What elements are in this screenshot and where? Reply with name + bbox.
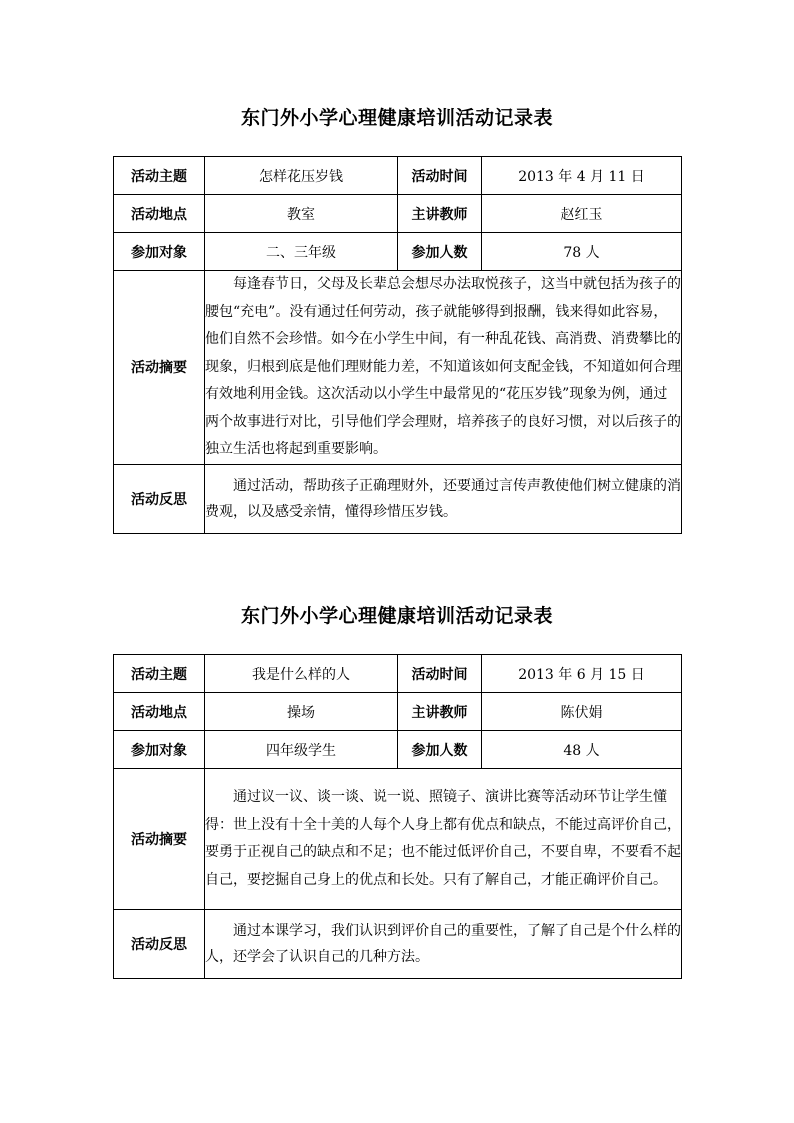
teacher-value: 赵红玉 (482, 195, 682, 233)
row-place-teacher (114, 693, 682, 731)
reflection-text: 通过活动，帮助孩子正确理财外，还要通过言传声教使他们树立健康的消费观，以及感受亲情，懂得珍惜压岁钱。 (205, 464, 682, 533)
topic-value: 怎样花压岁钱 (205, 157, 398, 195)
teacher-label: 主讲教师 (398, 195, 482, 233)
summary-label: 活动摘要 (114, 271, 205, 465)
time-label: 活动时间 (398, 157, 482, 195)
count-value: 78 人 (482, 233, 682, 271)
time-label: 活动时间 (398, 655, 482, 693)
record-table (113, 654, 682, 979)
count-value: 48 人 (482, 731, 682, 769)
row-topic-time (114, 655, 682, 693)
row-reflection (114, 910, 682, 979)
teacher-value: 陈伏娟 (482, 693, 682, 731)
audience-label: 参加对象 (114, 731, 205, 769)
reflection-label: 活动反思 (114, 910, 205, 979)
record-title: 东门外小学心理健康培训活动记录表 (240, 605, 553, 627)
row-summary (114, 769, 682, 910)
row-audience-count (114, 233, 682, 271)
record-title: 东门外小学心理健康培训活动记录表 (240, 107, 553, 129)
summary-text: 通过议一议、谈一谈、说一说、照镜子、演讲比赛等活动环节让学生懂得：世上没有十全十美的人每个人身上都有优点和缺点，不能过高评价自己，要勇于正视自己的缺点和不足；也不能过低评价自己，不要自卑，不要看不起自己，要挖掘自己身上的优点和长处。只有了解自己，才能正确评价自己。 (205, 769, 682, 910)
row-audience-count (114, 731, 682, 769)
time-value: 2013 年 6 月 15 日 (482, 655, 682, 693)
place-value: 操场 (205, 693, 398, 731)
activity-record-2 (113, 602, 681, 979)
place-label: 活动地点 (114, 195, 205, 233)
record-table (113, 156, 682, 534)
topic-label: 活动主题 (114, 157, 205, 195)
topic-label: 活动主题 (114, 655, 205, 693)
teacher-label: 主讲教师 (398, 693, 482, 731)
topic-value: 我是什么样的人 (205, 655, 398, 693)
reflection-label: 活动反思 (114, 464, 205, 533)
row-summary (114, 271, 682, 465)
time-value: 2013 年 4 月 11 日 (482, 157, 682, 195)
summary-label: 活动摘要 (114, 769, 205, 910)
audience-label: 参加对象 (114, 233, 205, 271)
count-label: 参加人数 (398, 731, 482, 769)
count-label: 参加人数 (398, 233, 482, 271)
reflection-text: 通过本课学习，我们认识到评价自己的重要性，了解了自己是个什么样的人，还学会了认识自己的几种方法。 (205, 910, 682, 979)
row-place-teacher (114, 195, 682, 233)
audience-value: 二、三年级 (205, 233, 398, 271)
place-value: 教室 (205, 195, 398, 233)
summary-text: 每逢春节日，父母及长辈总会想尽办法取悦孩子，这当中就包括为孩子的腰包“充电”。没有通过任何劳动，孩子就能够得到报酬，钱来得如此容易，他们自然不会珍惜。如今在小学生中间，有一种乱花钱、高消费、消费攀比的现象，归根到底是他们理财能力差，不知道该如何支配金钱，不知道如何合理有效地利用金钱。这次活动以小学生中最常见的“花压岁钱”现象为例，通过两个故事进行对比，引导他们学会理财，培养孩子的良好习惯，对以后孩子的独立生活也将起到重要影响。 (205, 271, 682, 465)
audience-value: 四年级学生 (205, 731, 398, 769)
activity-record-1 (113, 104, 681, 534)
place-label: 活动地点 (114, 693, 205, 731)
row-reflection (114, 464, 682, 533)
row-topic-time (114, 157, 682, 195)
